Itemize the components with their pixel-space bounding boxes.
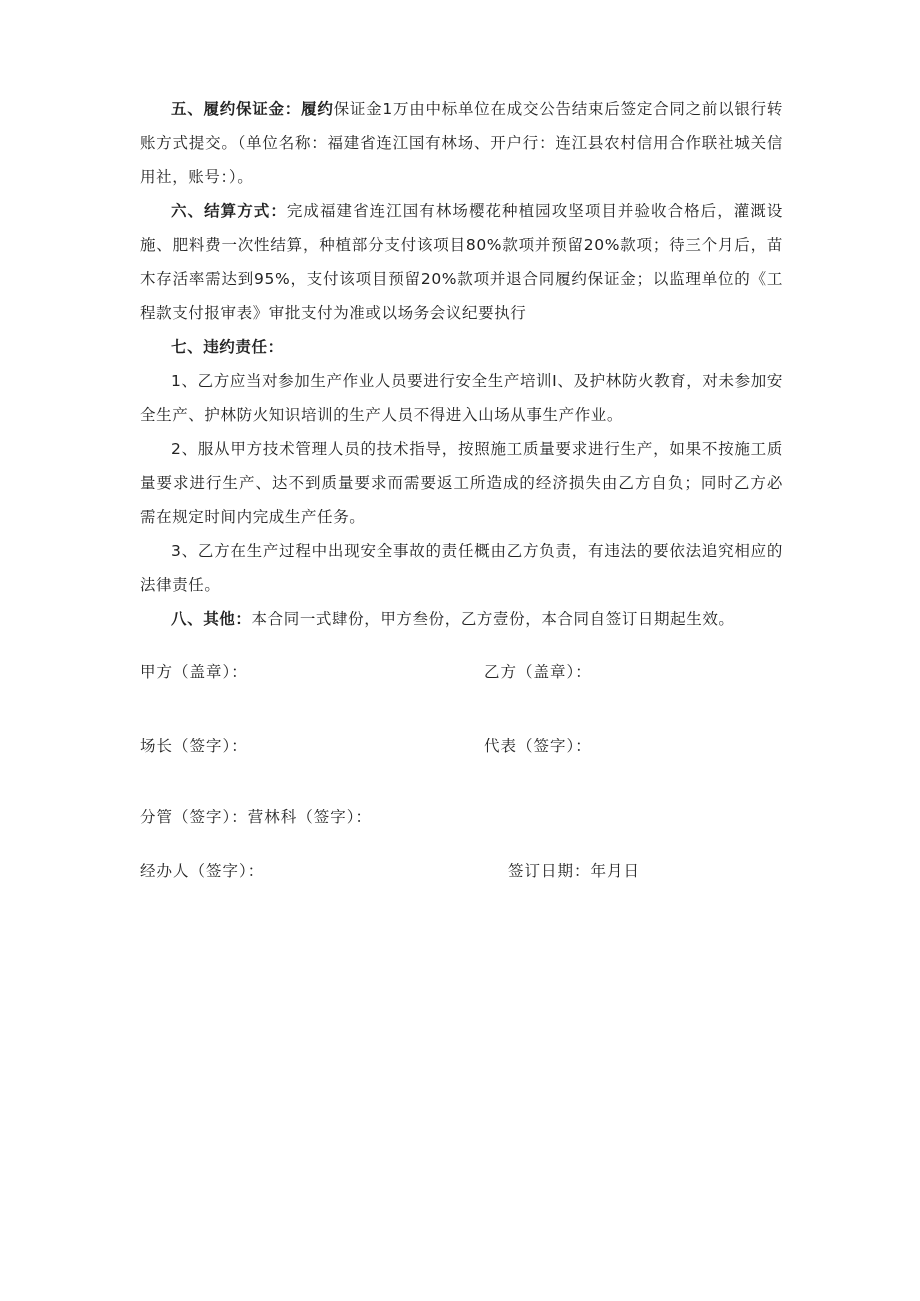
deputy-sign-label: 分管（签字）：营林科（签字）：: [140, 808, 373, 826]
section-deposit: [140, 92, 783, 194]
handler-sign-label: 经办人（签字）：: [140, 862, 265, 880]
contract-body: [140, 92, 783, 636]
liability-item: 1、乙方应当对参加生产作业人员要进行安全生产培训Ⅰ、及护林防火教育，对未参加安全生产、护林防火知识培训的生产人员不得进入山场从事生产作业。: [140, 372, 783, 424]
sign-date-label: 签订日期：年月日: [508, 862, 641, 880]
party-b-seal-label: 乙方（盖章）：: [484, 663, 592, 681]
liability-item: 2、服从甲方技术管理人员的技术指导，按照施工质量要求进行生产，如果不按施工质量要求进行生产、达不到质量要求而需要返工所造成的经济损失由乙方自负；同时乙方必需在规定时间内完成生产任务。: [140, 440, 783, 526]
section-liability-heading: 七、违约责任：: [171, 338, 284, 356]
section-other-text: 本合同一式肆份，甲方叁份，乙方壹份，本合同自签订日期起生效。: [251, 610, 735, 628]
section-deposit-lead: 履约: [301, 100, 334, 118]
liability-item: 3、乙方在生产过程中出现安全事故的责任概由乙方负责，有违法的要依法追究相应的法律责任。: [140, 542, 783, 594]
section-settlement: [140, 194, 783, 330]
representative-sign-label: 代表（签字）：: [484, 737, 592, 755]
section-other-heading: 八、其他：: [171, 610, 252, 628]
section-liability-heading-line: [140, 330, 783, 364]
party-a-seal-label: 甲方（盖章）：: [140, 663, 248, 681]
section-settlement-heading: 六、结算方式：: [171, 202, 287, 220]
section-deposit-text: 保证金1万由中标单位在成交公告结束后签定合同之前以银行转账方式提交。（单位名称：福建省连江国有林场、开户行：连江县农村信用合作联社城关信用社，账号：）。: [140, 100, 783, 186]
director-sign-label: 场长（签字）：: [140, 737, 248, 755]
section-deposit-heading: 五、履约保证金：: [171, 100, 302, 118]
section-settlement-text: 完成福建省连江国有林场樱花种植园攻坚项目并验收合格后，灌溉设施、肥料费一次性结算，种植部分支付该项目80%款项并预留20%款项；待三个月后，苗木存活率需达到95%，支付该项目预留20%款项并退合同履约保证金；以监理单位的《工程款支付报审表》审批支付为准或以场务会议纪要执行: [140, 202, 783, 322]
section-other: [140, 602, 783, 636]
